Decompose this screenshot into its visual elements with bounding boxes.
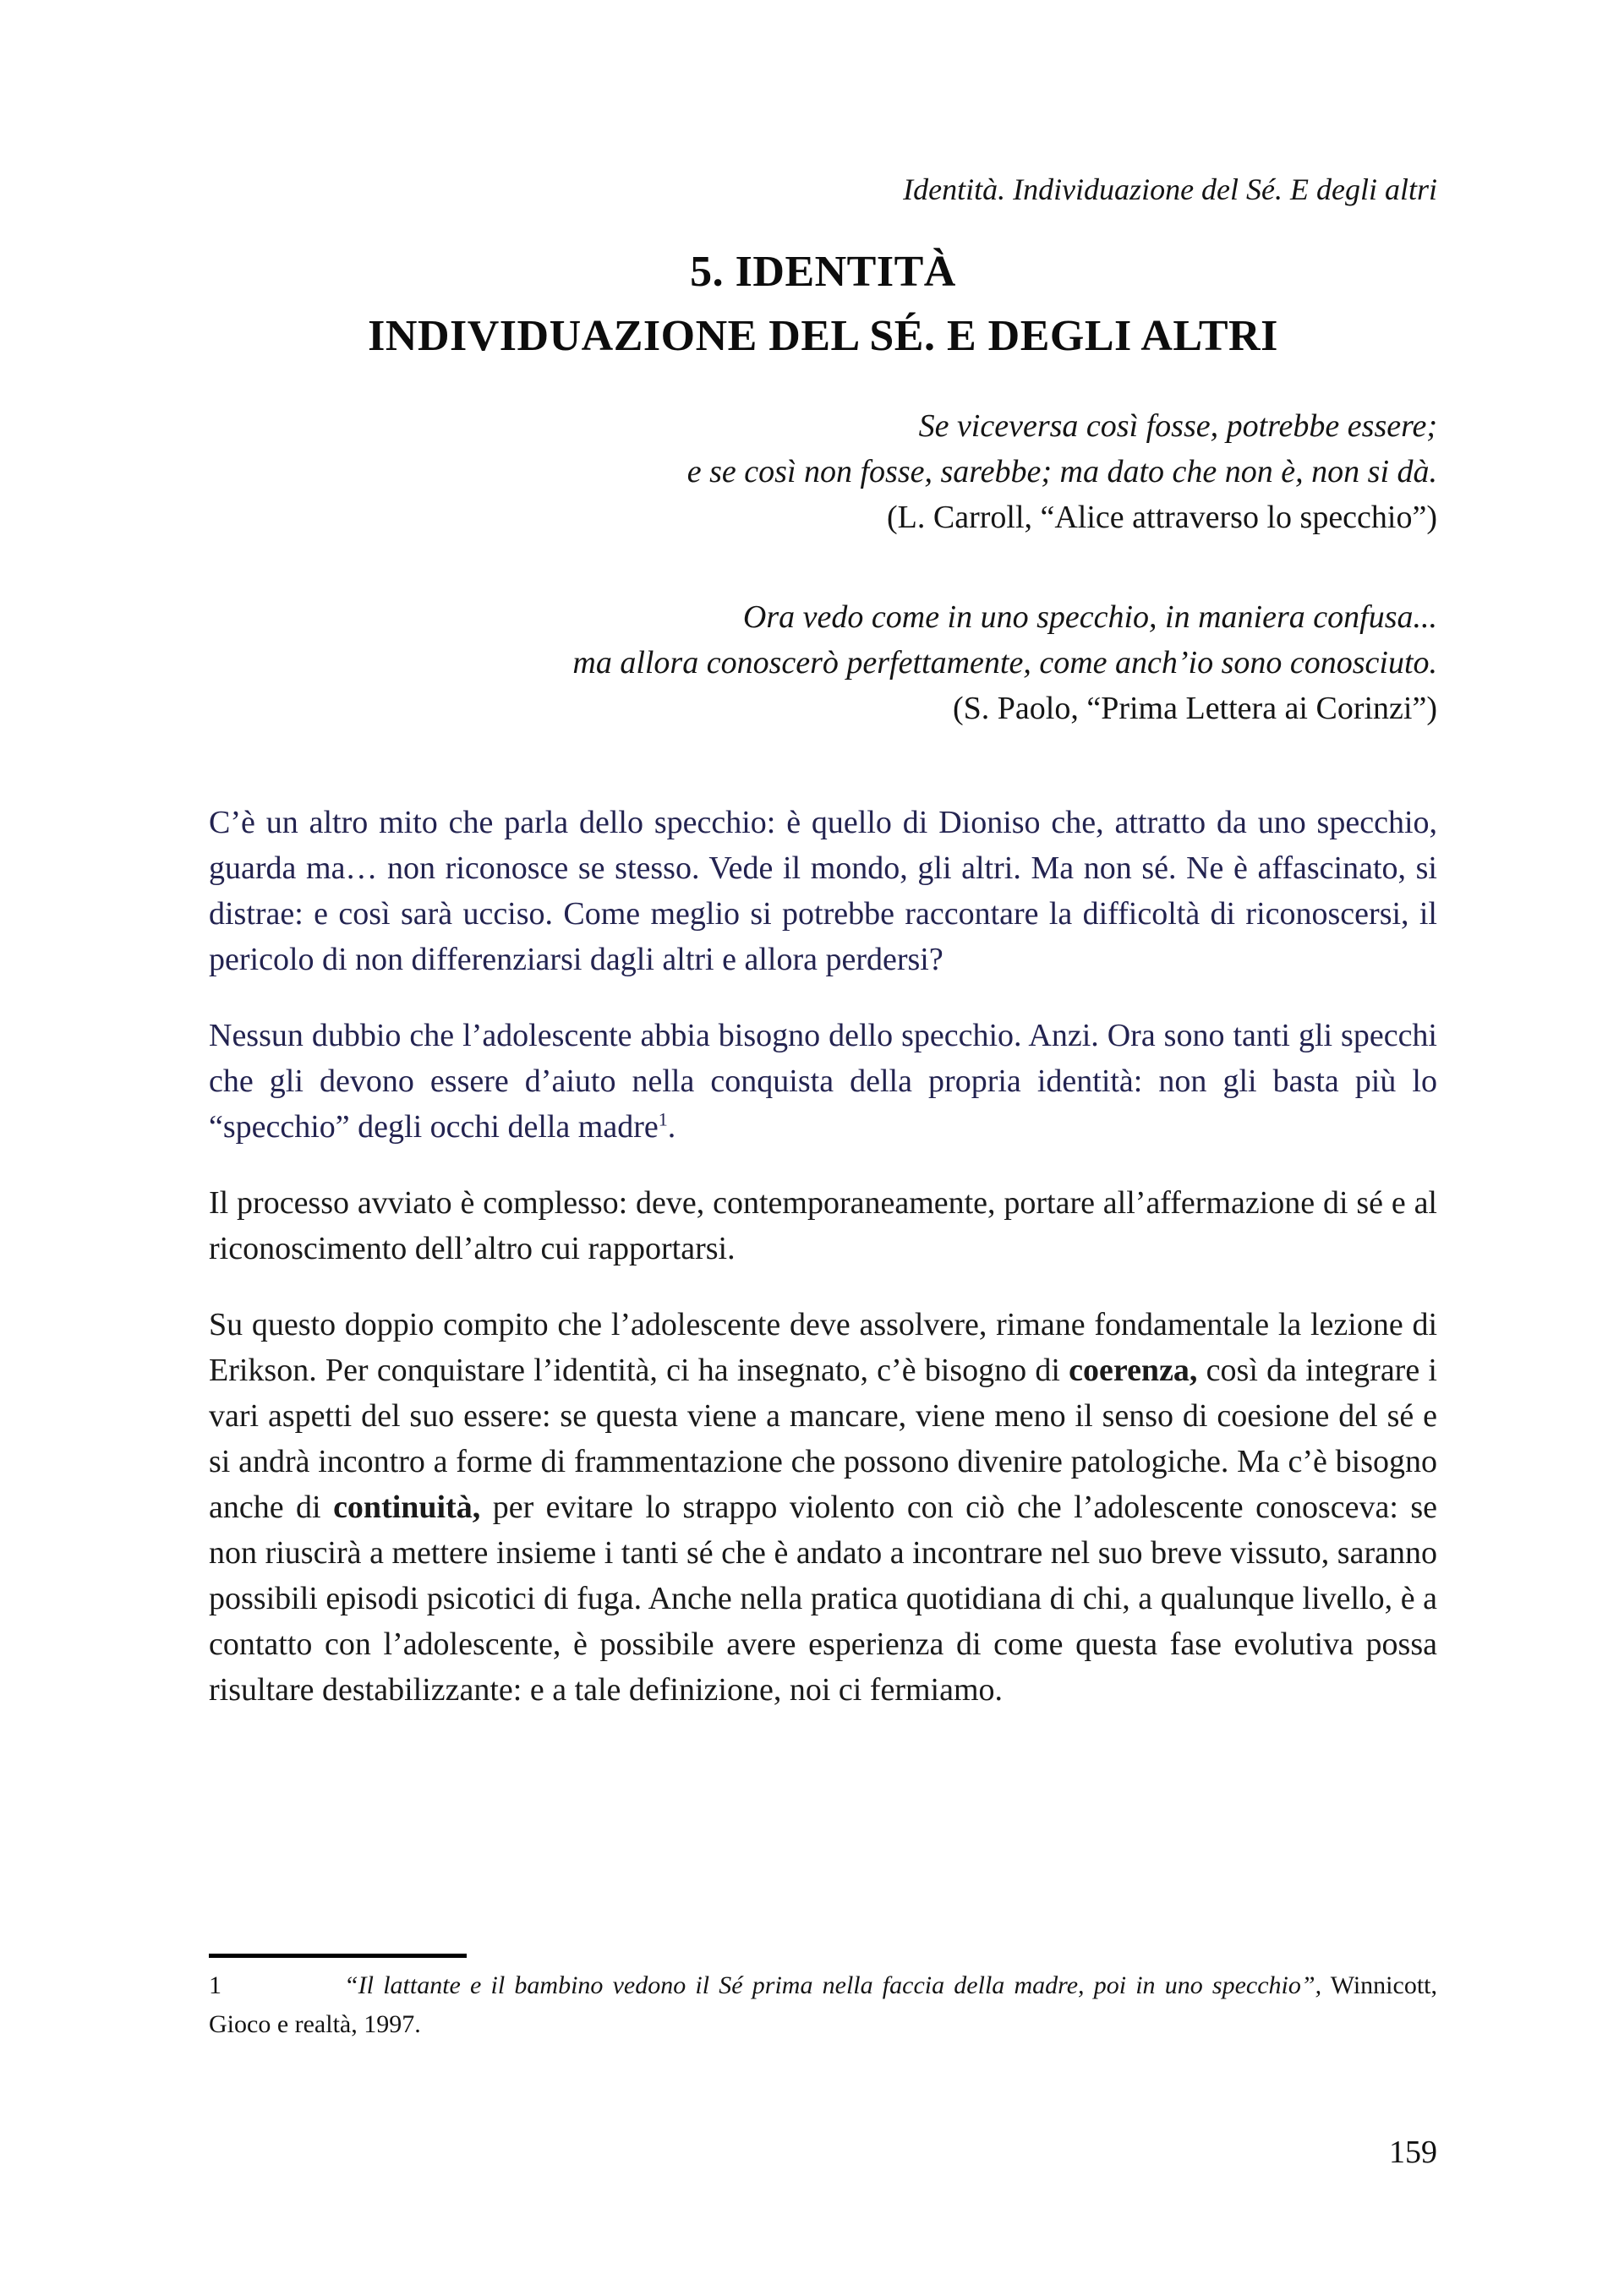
epigraph-paolo [209,594,1437,731]
footnote-source: Winnicott, Gioco e realtà, 1997. [209,1971,1437,2038]
epigraph-line: ma allora conoscerò perfettamente, come anch’io sono conosciuto. [572,645,1437,681]
footnote [209,1966,1437,2044]
paragraph-text: così da integrare i vari aspetti del suo essere: se questa viene a mancare, viene meno il senso di coesione del sé e si andrà incontro a forme di frammentazione che possono divenire patologiche. Ma c’è bisogno anche di [209,1353,1437,1525]
body-paragraph [209,1180,1437,1271]
emphasis-bold: continuità, [333,1490,481,1525]
body-paragraphs [209,800,1437,1743]
footnote-reference: 1 [658,1108,668,1130]
epigraph-attribution: (S. Paolo, “Prima Lettera ai Corinzi”) [953,691,1437,726]
epigraph-line: Ora vedo come in uno specchio, in maniera confusa... [742,599,1437,635]
paragraph-text: . [667,1109,676,1145]
footnote-separator-rule [209,1954,467,1958]
epigraph-carroll [209,403,1437,540]
paragraph-text: Nessun dubbio che l’adolescente abbia bisogno dello specchio. Anzi. Ora sono tanti gli specchi che gli devono essere d’aiuto nella conquista della propria identità: non gli basta più lo “specchio” degli occhi della madre [209,1018,1437,1145]
paragraph-text: per evitare lo strappo violento con ciò che l’adolescente conosceva: se non riuscirà a mettere insieme i tanti sé che è andato a incontrare nel suo breve vissuto, saranno possibili episodi psicotici di fuga. Anche nella pratica quotidiana di chi, a qualunque livello, è a contatto con l’adolescente, è possibile avere esperienza di come questa fase evolutiva possa risultare destabilizzante: e a tale definizione, noi ci fermiamo. [209,1490,1437,1708]
paragraph-text: Il processo avviato è complesso: deve, contemporaneamente, portare all’affermazione di sé e al riconoscimento dell’altro cui rapportarsi. [209,1185,1437,1266]
epigraph-attribution: (L. Carroll, “Alice attraverso lo specchio”) [887,500,1437,535]
epigraph-line: e se così non fosse, sarebbe; ma dato che non è, non si dà. [686,454,1437,489]
footnote-quote: “Il lattante e il bambino vedono il Sé prima nella faccia della madre, poi in uno specchio”, [344,1971,1322,1999]
running-head: Identità. Individuazione del Sé. E degli altri [903,172,1437,206]
chapter-title [209,240,1437,369]
page-number: 159 [1389,2135,1437,2170]
emphasis-bold: coerenza, [1069,1353,1198,1388]
epigraph-line: Se viceversa così fosse, potrebbe essere; [918,408,1437,444]
body-paragraph [209,800,1437,982]
paragraph-text: Su questo doppio compito che l’adolescente deve assolvere, rimane fondamentale la lezione di Erikson. Per conquistare l’identità, ci ha insegnato, c’è bisogno di [209,1307,1437,1388]
chapter-title-line2: INDIVIDUAZIONE DEL SÉ. E DEGLI ALTRI [368,312,1278,360]
chapter-title-line1: 5. IDENTITÀ [690,248,956,296]
footnote-marker: 1 [209,1971,222,1999]
body-paragraph [209,1013,1437,1150]
paragraph-text: C’è un altro mito che parla dello specchio: è quello di Dioniso che, attratto da uno specchio, guarda ma… non riconosce se stesso. Vede il mondo, gli altri. Ma non sé. Ne è affascinato, si distrae: e così sarà ucciso. Come meglio si potrebbe raccontare la difficoltà di riconoscersi, il pericolo di non differenziarsi dagli altri e allora perdersi? [209,805,1437,977]
body-paragraph [209,1302,1437,1713]
